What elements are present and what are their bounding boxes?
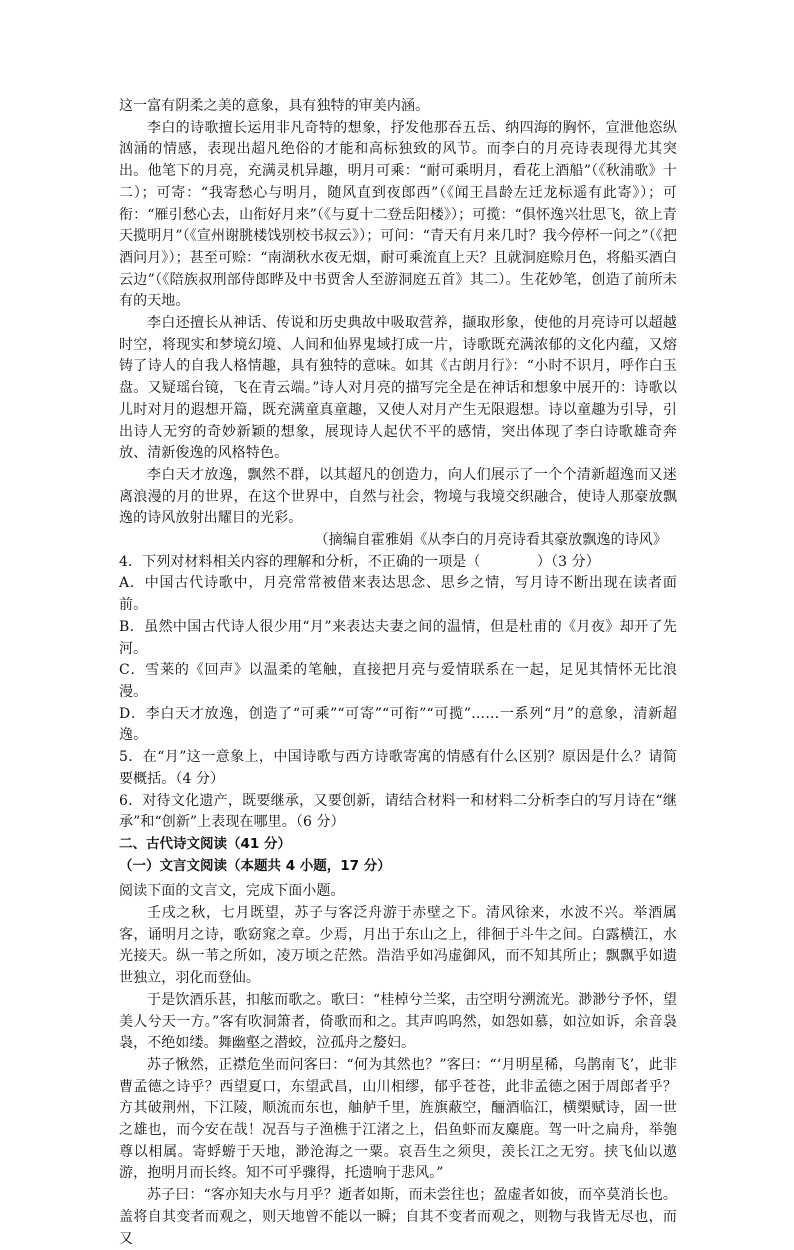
material-paragraph: 李白天才放逸，飘然不群，以其超凡的创造力，向人们展示了一个个清新超逸而又迷离浪漫的月的世界，在这个世界中，自然与社会，物境与我境交织融合，使诗人那豪放飘逸的诗风放射出耀目的光彩。 [119,466,677,527]
reading-instruction: 阅读下面的文言文，完成下面小题。 [119,883,345,900]
question-5: 5．在“月”这一意象上，中国诗歌与西方诗歌寄寓的情感有什么区别？原因是什么？请简要概括。（4 分） [119,749,677,787]
question-4-option-d: D．李白天才放逸，创造了“可乘”“可寄”“可衔”“可揽”……一系列“月”的意象，清新超逸。 [119,705,677,744]
question-4: 4．下列对材料相关内容的理解和分析，不正确的一项是（ ）（3 分） [119,553,600,570]
material-paragraph: 李白还擅长从神话、传说和历史典故中吸取营养，撷取形象，使他的月亮诗可以超越时空，将现实和梦境幻境、人间和仙界鬼域打成一片，诗歌既充满浓郁的文化内蕴，又熔铸了诗人的自我人格情趣，具有独特的意味。如其《古朗月行》：“小时不识月，呼作白玉盘。又疑瑶台镜，飞在青云端。”诗人对月亮的描写完全是在神话和想象中展开的：诗歌以儿时对月的遐想开篇，既充满童真童趣，又使人对月产生无限遐想。诗以童趣为引导，引出诗人无穷的奇妙新颖的想象，展现诗人起伏不平的感情，突出体现了李白诗歌雄奇奔放、清新俊逸的风格特色。 [119,315,677,462]
classical-text-paragraph: 于是饮酒乐甚，扣舷而歌之。歌曰：“桂棹兮兰桨，击空明兮溯流光。渺渺兮予怀，望美人兮天一方。”客有吹洞箫者，倚歌而和之。其声呜呜然，如怨如慕，如泣如诉，余音袅袅，不绝如缕。舞幽壑之潜蛟，泣孤舟之嫠妇。 [119,991,677,1052]
classical-text-paragraph: 壬戌之秋，七月既望，苏子与客泛舟游于赤壁之下。清风徐来，水波不兴。举酒属客，诵明月之诗，歌窈窕之章。少焉，月出于东山之上，徘徊于斗牛之间。白露横江，水光接天。纵一苇之所如，凌万顷之茫然。浩浩乎如冯虚御风，而不知其所止；飘飘乎如遗世独立，羽化而登仙。 [119,905,677,987]
section-heading: 二、古代诗文阅读（41 分） [119,835,291,852]
material-paragraph: 这一富有阴柔之美的意象，具有独特的审美内涵。 [119,98,430,114]
page-content [119,96,677,1250]
question-4-option-c: C．雪莱的《回声》以温柔的笔触，直接把月亮与爱情联系在一起，足见其情怀无比浪漫。 [119,662,677,700]
source-citation: （摘编自霍雅娟《从李白的月亮诗看其豪放飘逸的诗风》 [314,532,667,549]
material-paragraph: 李白的诗歌擅长运用非凡奇特的想象，抒发他那吞五岳、纳四海的胸怀，宣泄他恣纵汹涌的情感，表现出超凡绝俗的才能和高标独致的风节。而李白的月亮诗表现得尤其突出。他笔下的月亮，充满灵机异趣，明月可乘：“耐可乘明月，看花上酒船”（《秋浦歌》十二）；可寄：“我寄愁心与明月，随风直到夜郎西”（《闻王昌龄左迁龙标遥有此寄》）；可衔：“雁引愁心去，山衔好月来”（《与夏十二登岳阳楼》）；可揽：“俱怀逸兴壮思飞，欲上青天揽明月”（《宣州谢朓楼饯别校书叔云》）；可问：“青天有月来几时？我今停杯一问之”（《把酒问月》）；甚至可赊：“南湖秋水夜无烟，耐可乘流直上天？且就洞庭赊月色，将船买酒白云边”（《陪族叔刑部侍郎晔及中书贾舍人至游洞庭五首》其二）。生花妙笔，创造了前所未有的天地。 [119,119,677,310]
question-4-option-a: A．中国古代诗歌中，月亮常常被借来表达思念、思乡之情，写月诗不断出现在读者面前。 [119,575,677,614]
section-subheading: （一）文言文阅读（本题共 4 小题，17 分） [119,857,391,874]
question-6: 6．对待文化遗产，既要继承，又要创新，请结合材料一和材料二分析李白的写月诗在“继承”和“创新”上表现在哪里。（6 分） [119,792,677,831]
classical-text-paragraph: 苏子曰：“客亦知夫水与月乎？逝者如斯，而未尝往也；盈虚者如彼，而卒莫消长也。盖将自其变者而观之，则天地曾不能以一瞬；自其不变者而观之，则物与我皆无尽也，而又 [119,1187,677,1247]
classical-text-paragraph: 苏子愀然，正襟危坐而问客曰：“何为其然也？”客曰：“‘月明星稀，乌鹊南飞’，此非曹孟德之诗乎？西望夏口，东望武昌，山川相缪，郁乎苍苍，此非孟德之困于周郎者乎？方其破荆州，下江陵，顺流而东也，舳舻千里，旌旗蔽空，酾酒临江，横槊赋诗，固一世之雄也，而今安在哉！况吾与子渔樵于江渚之上，侣鱼虾而友麋鹿。驾一叶之扁舟，举匏尊以相属。寄蜉蝣于天地，渺沧海之一粟。哀吾生之须臾，羡长江之无穷。挟飞仙以遨游，抱明月而长终。知不可乎骤得，托遗响于悲风。” [119,1056,677,1182]
question-4-option-b: B．虽然中国古代诗人很少用“月”来表达夫妻之间的温情，但是杜甫的《月夜》却开了先河。 [119,618,677,657]
